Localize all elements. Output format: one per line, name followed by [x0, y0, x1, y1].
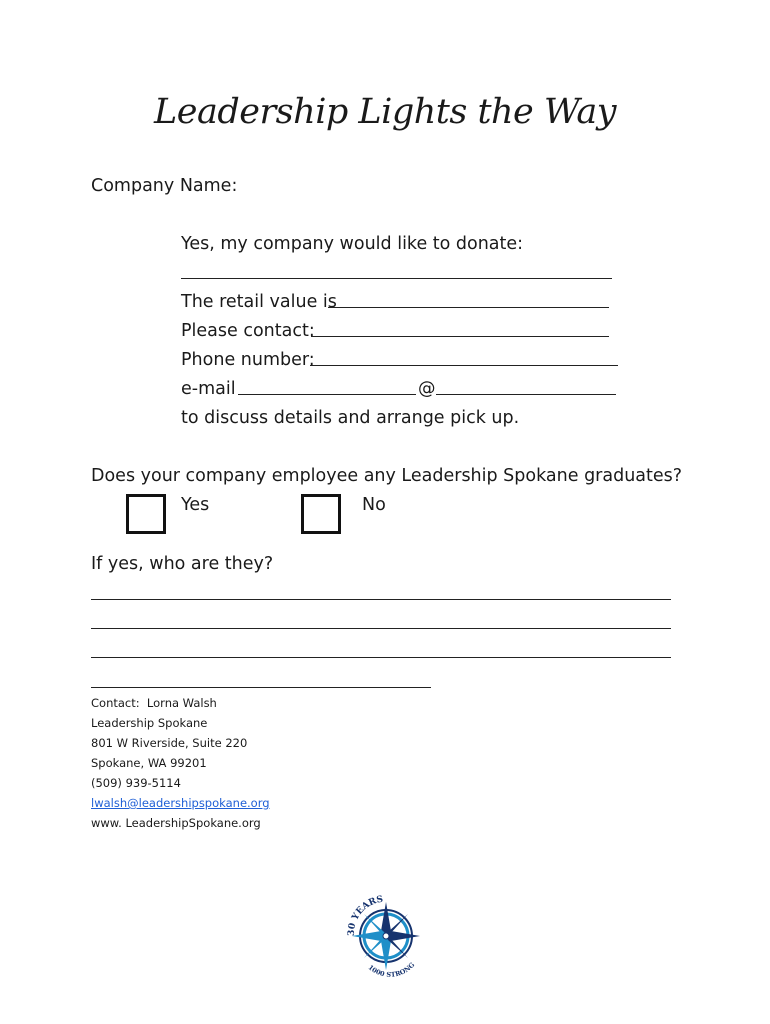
no-label: No [362, 495, 386, 515]
contact-city: Spokane, WA 99201 [91, 756, 207, 770]
email-label: e-mail [181, 379, 236, 399]
no-checkbox[interactable] [301, 494, 341, 534]
company-name-label: Company Name: [91, 176, 238, 196]
contact-name: Contact: Lorna Walsh [91, 696, 217, 710]
contact-email-link[interactable]: lwalsh@leadershipspokane.org [91, 796, 270, 810]
graduates-question: Does your company employee any Leadership Spokane graduates? [91, 466, 683, 486]
contact-field[interactable] [311, 336, 609, 337]
phone-label: Phone number: [181, 350, 315, 370]
email-at-sign: @ [418, 379, 436, 399]
contact-phone: (509) 939-5114 [91, 776, 181, 790]
logo-bottom-text: 1000 STRONG [366, 960, 417, 978]
email-domain-field[interactable] [436, 394, 616, 395]
graduates-line-3[interactable] [91, 657, 671, 658]
donate-intro: Yes, my company would like to donate: [181, 234, 524, 254]
contact-address: 801 W Riverside, Suite 220 [91, 736, 248, 750]
retail-value-label: The retail value is [181, 292, 337, 312]
yes-label: Yes [181, 495, 210, 515]
graduates-line-1[interactable] [91, 599, 671, 600]
logo-top-text: 30 YEARS [346, 894, 384, 937]
graduates-line-4[interactable] [91, 687, 431, 688]
yes-checkbox[interactable] [126, 494, 166, 534]
discuss-text: to discuss details and arrange pick up. [181, 408, 520, 428]
phone-field[interactable] [310, 365, 618, 366]
contact-website: www. LeadershipSpokane.org [91, 816, 261, 830]
email-user-field[interactable] [238, 394, 416, 395]
who-question: If yes, who are they? [91, 554, 274, 574]
retail-value-field[interactable] [328, 307, 609, 308]
contact-org: Leadership Spokane [91, 716, 208, 730]
page-title: Leadership Lights the Way [154, 92, 616, 132]
contact-label: Please contact: [181, 321, 315, 341]
graduates-line-2[interactable] [91, 628, 671, 629]
donation-field[interactable] [181, 278, 612, 279]
compass-logo-icon [344, 892, 428, 978]
